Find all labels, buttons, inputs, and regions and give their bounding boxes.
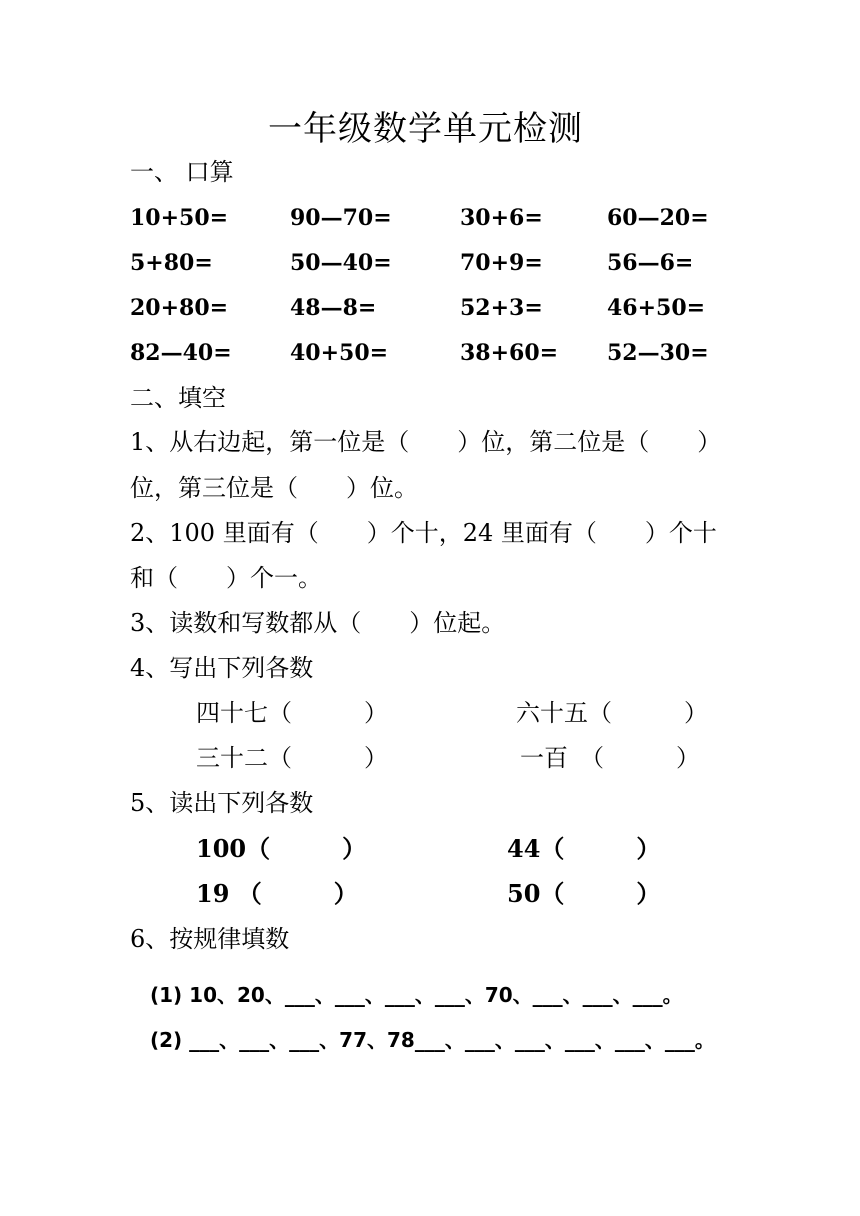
calc-item: 52—30=	[607, 340, 709, 366]
q2-line2: 和（ ）个一。	[130, 564, 322, 592]
q4-item: 六十五（ ）	[516, 699, 708, 727]
q3-text: 3、读数和写数都从（ ）位起。	[130, 609, 506, 637]
calc-item: 56—6=	[607, 250, 694, 276]
section1-heading: 一、 口算	[130, 158, 234, 186]
calc-item: 46+50=	[607, 295, 706, 321]
calc-item: 50—40=	[290, 250, 392, 276]
q5-item: 44（ ）	[507, 834, 661, 863]
q4-item: 一百 （ ）	[520, 744, 700, 772]
page-title: 一年级数学单元检测	[268, 109, 583, 149]
calc-item: 82—40=	[130, 340, 232, 366]
q4-item: 三十二（ ）	[196, 744, 388, 772]
q6-sequence-1: (1) 10、20、___、___、___、___、70、___、___、___。	[150, 983, 683, 1007]
calc-item: 40+50=	[290, 340, 389, 366]
calc-item: 5+80=	[130, 250, 213, 276]
calc-item: 60—20=	[607, 205, 709, 231]
calc-item: 10+50=	[130, 205, 229, 231]
calc-item: 52+3=	[460, 295, 543, 321]
calc-item: 48—8=	[290, 295, 377, 321]
q5-item: 19 （ ）	[196, 879, 358, 908]
calc-item: 30+6=	[460, 205, 543, 231]
q5-item: 50（ ）	[507, 879, 661, 908]
calc-item: 20+80=	[130, 295, 229, 321]
q2-line1: 2、100 里面有（ ）个十，24 里面有（ ）个十	[130, 519, 717, 547]
q6-sequence-2: (2) ___、___、___、77、78___、___、___、___、___、___。	[150, 1028, 715, 1052]
q1-line1: 1、从右边起，第一位是（ ）位，第二位是（ ）	[130, 428, 722, 456]
q5-heading: 5、读出下列各数	[130, 789, 314, 817]
q5-item: 100（ ）	[196, 834, 367, 863]
calc-item: 70+9=	[460, 250, 543, 276]
q4-heading: 4、写出下列各数	[130, 654, 314, 682]
q4-item: 四十七（ ）	[196, 699, 388, 727]
section2-heading: 二、填空	[130, 384, 226, 412]
q6-heading: 6、按规律填数	[130, 925, 290, 953]
q1-line2: 位，第三位是（ ）位。	[130, 474, 418, 502]
calc-item: 90—70=	[290, 205, 392, 231]
calc-item: 38+60=	[460, 340, 559, 366]
